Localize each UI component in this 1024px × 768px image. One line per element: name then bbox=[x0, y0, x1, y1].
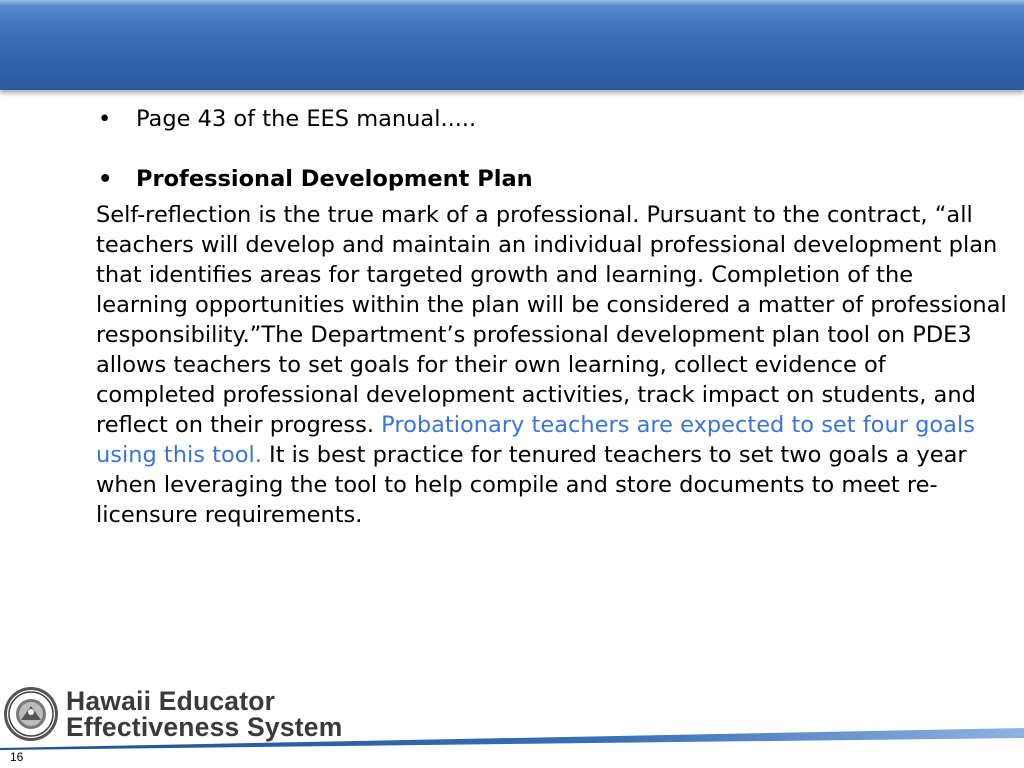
bullet-item bbox=[96, 164, 1008, 194]
bullet-text: Page 43 of the EES manual..... bbox=[136, 106, 477, 132]
paragraph-text-end: It is best practice for tenured teachers to set two goals a year when leveraging the tool to help compile and store documents to meet re-licensure requirements. bbox=[96, 442, 967, 528]
header-band bbox=[0, 0, 1024, 90]
page-number: 16 bbox=[10, 750, 24, 764]
section-heading: Professional Development Plan bbox=[136, 166, 533, 192]
bullet-item bbox=[96, 104, 1008, 134]
paragraph-text: Self-reflection is the true mark of a professional. Pursuant to the contract, “all teachers will develop and maintain an individual professional development plan that identifies areas for targeted growth and learning. Completion of the learning opportunities within the plan will be considered a matter of professional responsibility.”The Department’s professional development plan tool on PDE3 allows teachers to set goals for their own learning, collect evidence of completed professional development activities, track impact on students, and reflect on their progress. bbox=[96, 202, 1007, 438]
brand-wordmark bbox=[66, 688, 343, 740]
highlighted-text: Probationary teachers are expected to set four goals using this tool. bbox=[96, 412, 975, 468]
department-of-education-seal-icon bbox=[3, 686, 59, 742]
bullet-dot: • bbox=[98, 166, 113, 192]
body-paragraph bbox=[96, 200, 1008, 530]
bullet-dot: • bbox=[98, 106, 112, 132]
brand-line-2: Effectiveness System bbox=[66, 712, 343, 742]
slide-content bbox=[96, 104, 1008, 530]
brand-line-1: Hawaii Educator bbox=[66, 686, 276, 716]
